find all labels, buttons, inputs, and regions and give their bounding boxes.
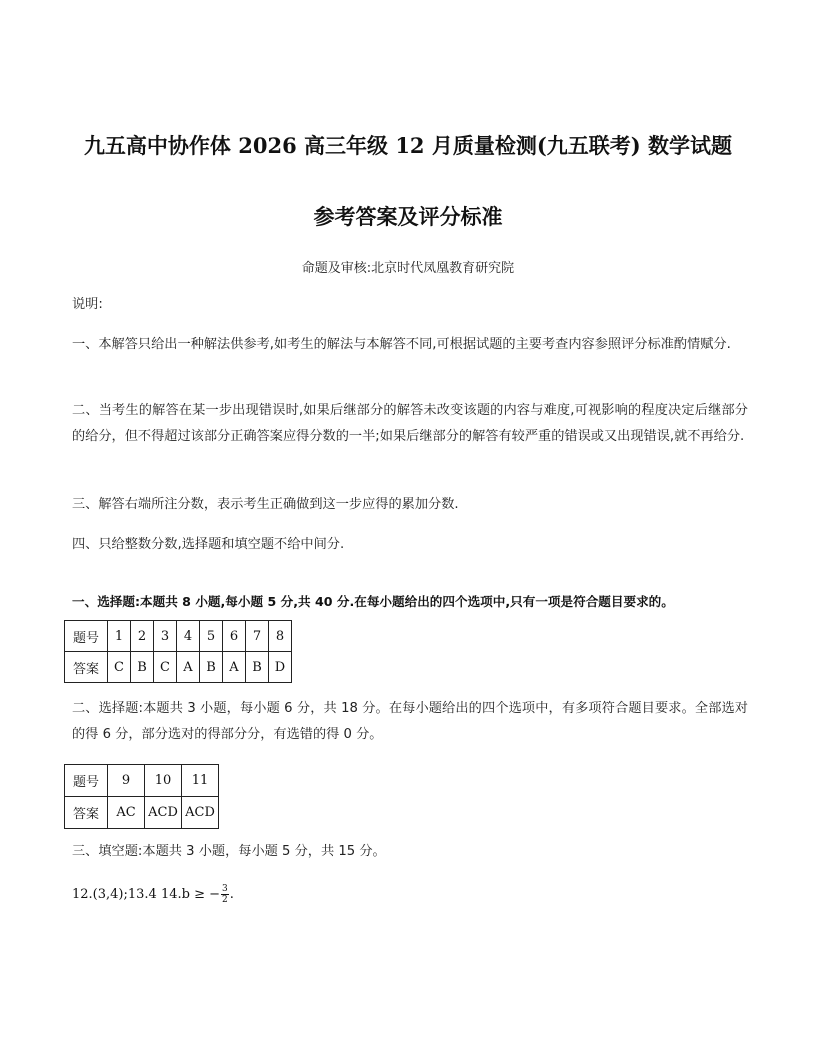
question-number: 10 — [145, 765, 182, 797]
question-number: 3 — [154, 621, 177, 652]
row-label-answer: 答案 — [65, 797, 108, 829]
answer-cell: AC — [108, 797, 145, 829]
section2-heading: 二、选择题:本题共 3 小题，每小题 6 分，共 18 分。在每小题给出的四个选项中，有多项符合题目要求。全部选对的得 6 分，部分选对的得部分分，有选错的得 0 分。 — [72, 701, 748, 742]
answer-cell: B — [200, 652, 223, 683]
answer-cell: A — [177, 652, 200, 683]
row-label-answer: 答案 — [65, 652, 108, 683]
fill-in-answers-text: 12.(3,4);13.4 14.b ≥ − — [72, 887, 220, 902]
note-item-3: 三、解答右端所注分数，表示考生正确做到这一步应得的累加分数. — [72, 497, 459, 512]
question-number: 11 — [182, 765, 219, 797]
question-number: 8 — [269, 621, 292, 652]
section1-heading: 一、选择题:本题共 8 小题,每小题 5 分,共 40 分.在每小题给出的四个选项中,只有一项是符合题目要求的。 — [72, 594, 674, 609]
answer-cell: C — [154, 652, 177, 683]
question-number: 9 — [108, 765, 145, 797]
note-item-1: 一、本解答只给出一种解法供参考,如考生的解法与本解答不同,可根据试题的主要考查内容参照评分标准酌情赋分. — [72, 337, 731, 352]
question-number: 2 — [131, 621, 154, 652]
fill-in-answers — [72, 884, 234, 905]
section2-answer-table — [64, 764, 219, 829]
note-item-2: 二、当考生的解答在某一步出现错误时,如果后继部分的解答未改变该题的内容与难度,可视影响的程度决定后继部分的给分，但不得超过该部分正确答案应得分数的一半;如果后继部分的解答有较严重的错误或又出现错误,就不再给分. — [72, 403, 748, 444]
answer-cell: D — [269, 652, 292, 683]
notes-heading: 说明: — [72, 297, 103, 312]
note-item-4: 四、只给整数分数,选择题和填空题不给中间分. — [72, 537, 345, 552]
question-number: 4 — [177, 621, 200, 652]
section3-heading: 三、填空题:本题共 3 小题，每小题 5 分，共 15 分。 — [72, 844, 386, 859]
table-row — [65, 765, 219, 797]
fraction — [221, 884, 229, 905]
author-line: 命题及审核:北京时代凤凰教育研究院 — [301, 261, 515, 276]
answer-cell: B — [131, 652, 154, 683]
row-label-question: 题号 — [65, 765, 108, 797]
table-row — [65, 797, 219, 829]
table-row — [65, 621, 292, 652]
section1-answer-table — [64, 620, 292, 683]
answer-cell: ACD — [182, 797, 219, 829]
page-subtitle: 参考答案及评分标准 — [313, 204, 503, 229]
row-label-question: 题号 — [65, 621, 108, 652]
question-number: 6 — [223, 621, 246, 652]
fraction-denominator: 2 — [222, 895, 228, 905]
answer-cell: B — [246, 652, 269, 683]
answer-cell: A — [223, 652, 246, 683]
answer-cell: ACD — [145, 797, 182, 829]
fill-in-answers-end: . — [229, 887, 234, 902]
page-title: 九五高中协作体 2026 高三年级 12 月质量检测(九五联考) 数学试题 — [83, 133, 733, 158]
fraction-numerator: 3 — [222, 884, 228, 894]
question-number: 7 — [246, 621, 269, 652]
answer-cell: C — [108, 652, 131, 683]
question-number: 5 — [200, 621, 223, 652]
question-number: 1 — [108, 621, 131, 652]
table-row — [65, 652, 292, 683]
